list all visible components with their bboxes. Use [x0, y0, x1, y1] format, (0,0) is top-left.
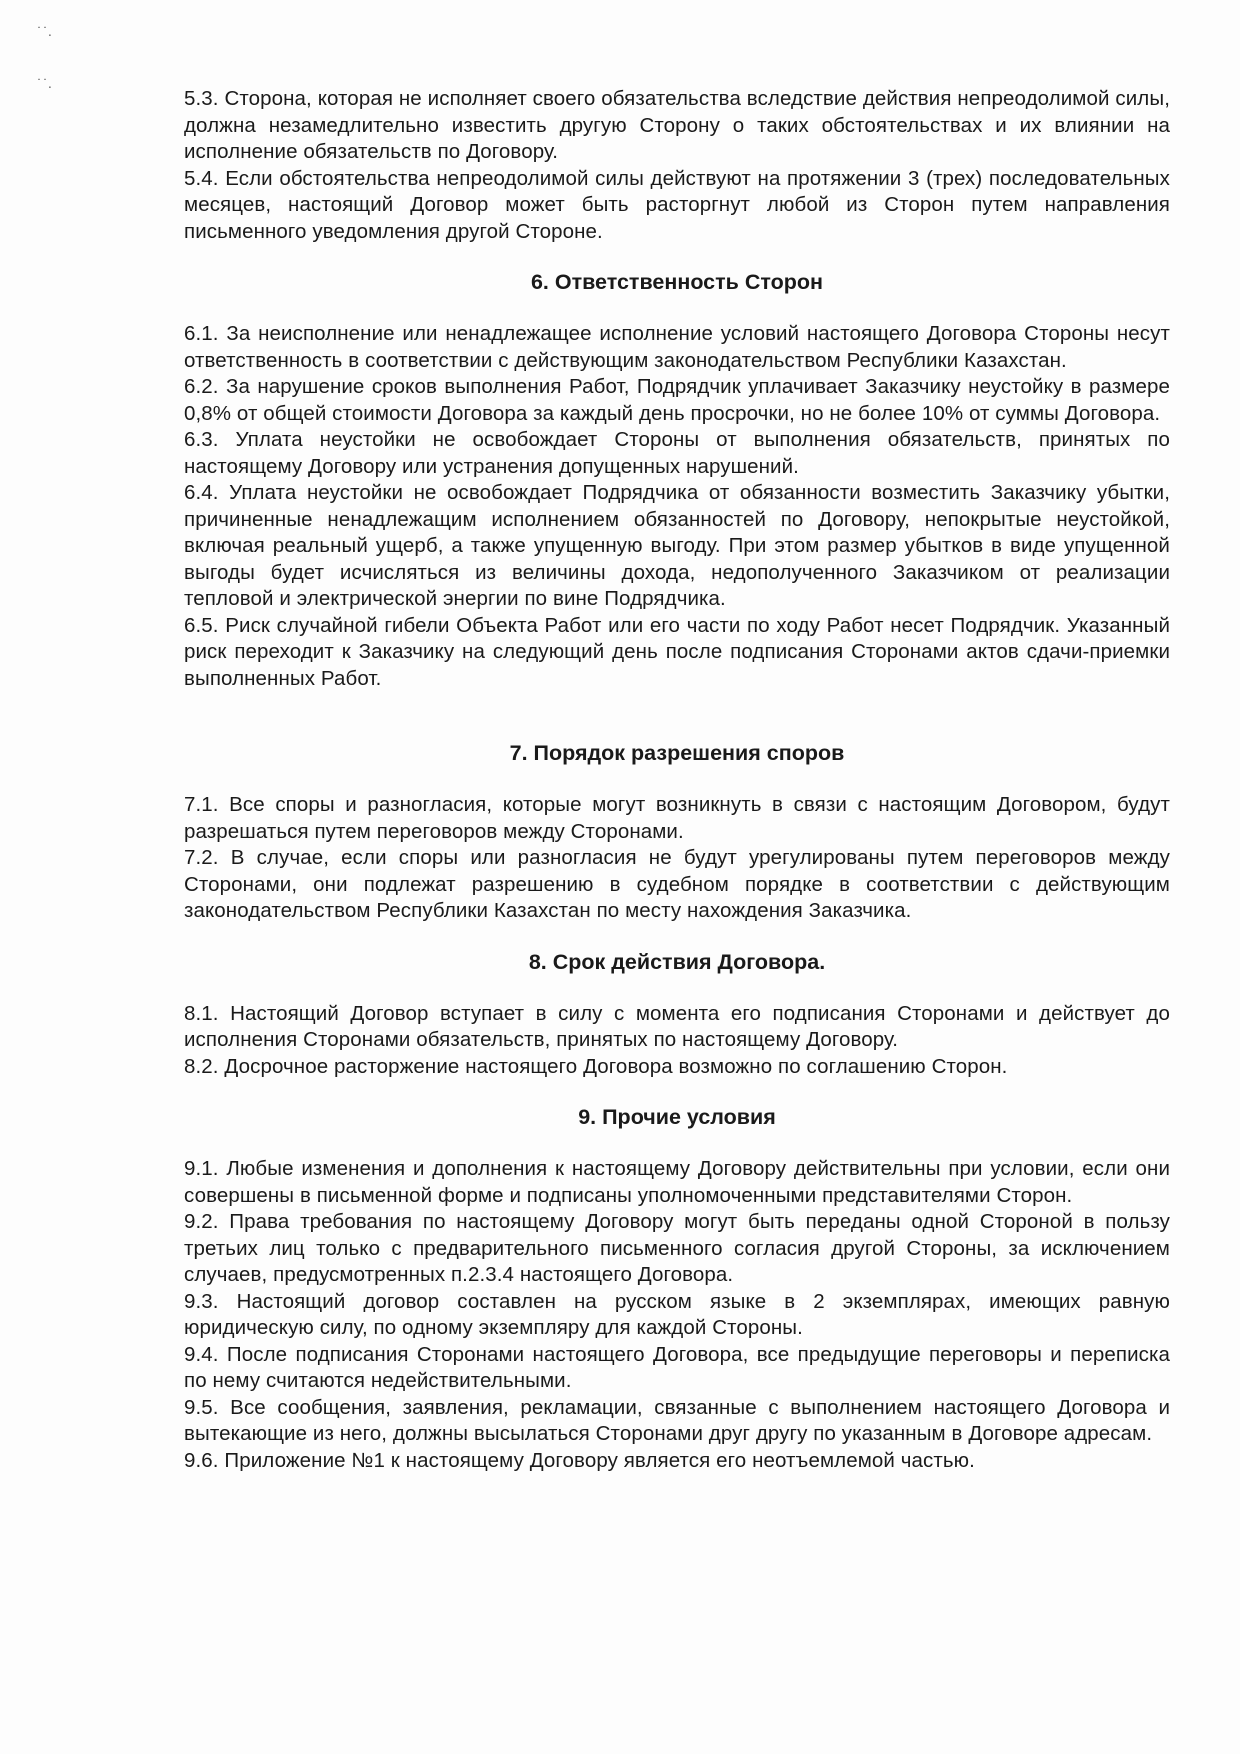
clause-9-3: 9.3. Настоящий договор составлен на русском языке в 2 экземплярах, имеющих равную юридическую силу, по одному экземпляру для каждой Стороны. — [184, 1289, 1170, 1339]
clause-6-2: 6.2. За нарушение сроков выполнения Работ, Подрядчик уплачивает Заказчику неустойку в размере 0,8% от общей стоимости Договора за каждый день просрочки, но не более 10% от суммы Договора. — [184, 375, 1170, 425]
scan-artifact: ˙˙. — [36, 25, 52, 39]
clause-8-1: 8.1. Настоящий Договор вступает в силу с момента его подписания Сторонами и действует до исполнения Сторонами обязательств, принятых по настоящему Договору. — [184, 1001, 1170, 1051]
clause-9-6: 9.6. Приложение №1 к настоящему Договору является его неотъемлемой частью. — [184, 1448, 975, 1472]
scan-artifact: ˙˙. — [36, 77, 52, 91]
clause-6-5: 6.5. Риск случайной гибели Объекта Работ или его части по ходу Работ несет Подрядчик. Указанный риск переходит к Заказчику на следующий день после подписания Сторонами актов сдачи-приемки выполненных Работ. — [184, 613, 1170, 690]
clause-5-4: 5.4. Если обстоятельства непреодолимой силы действуют на протяжении 3 (трех) последовательных месяцев, настоящий Договор может быть расторгнут любой из Сторон путем направления письменного уведомления другой Стороне. — [184, 166, 1170, 243]
clause-8-2: 8.2. Досрочное расторжение настоящего Договора возможно по соглашению Сторон. — [184, 1054, 1008, 1078]
clause-7-2: 7.2. В случае, если споры или разногласия не будут урегулированы путем переговоров между Сторонами, они подлежат разрешению в судебном порядке в соответствии с действующим законодательством Республики Казахстан по месту нахождения Заказчика. — [184, 846, 1170, 922]
clause-6-3: 6.3. Уплата неустойки не освобождает Стороны от выполнения обязательств, принятых по настоящему Договору или устранения допущенных нарушений. — [184, 428, 1170, 478]
clause-9-4: 9.4. После подписания Сторонами настоящего Договора, все предыдущие переговоры и переписка по нему считаются недействительными. — [184, 1342, 1170, 1392]
clause-9-2: 9.2. Права требования по настоящему Договору могут быть переданы одной Стороной в пользу третьих лиц только с предварительного письменного согласия другой Стороны, за исключением случаев, предусмотренных п.2.3.4 настоящего Договора. — [184, 1210, 1170, 1286]
clause-6-4: 6.4. Уплата неустойки не освобождает Подрядчика от обязанности возместить Заказчику убытки, причиненные ненадлежащим исполнением обязанностей по Договору, непокрытые неустойкой, включая реальный ущерб, а также упущенную выгоду. При этом размер убытков в виде упущенной выгоды будет исчисляться из величины дохода, недополученного Заказчиком от реализации тепловой и электрической энергии по вине Подрядчика. — [184, 481, 1170, 610]
clause-5-3: 5.3. Сторона, которая не исполняет своего обязательства вследствие действия непреодолимой силы, должна незамедлительно известить другую Сторону о таких обстоятельствах и их влиянии на исполнение обязательств по Договору. — [184, 87, 1170, 163]
section-7-title: 7. Порядок разрешения споров — [509, 741, 845, 765]
section-6-title: 6. Ответственность Сторон — [530, 270, 824, 294]
clause-9-1: 9.1. Любые изменения и дополнения к настоящему Договору действительны при условии, если они совершены в письменной форме и подписаны уполномоченными представителями Сторон. — [184, 1157, 1170, 1207]
section-9-title: 9. Прочие условия — [578, 1105, 776, 1129]
section-8-title: 8. Срок действия Договора. — [528, 949, 826, 974]
clause-7-1: 7.1. Все споры и разногласия, которые могут возникнуть в связи с настоящим Договором, будут разрешаться путем переговоров между Сторонами. — [184, 793, 1170, 843]
clause-9-5: 9.5. Все сообщения, заявления, рекламации, связанные с выполнением настоящего Договора и вытекающие из него, должны высылаться Сторонами друг другу по указанным в Договоре адресам. — [184, 1395, 1170, 1445]
document-body — [184, 86, 1170, 1474]
clause-6-1: 6.1. За неисполнение или ненадлежащее исполнение условий настоящего Договора Стороны несут ответственность в соответствии с действующим законодательством Республики Казахстан. — [184, 322, 1170, 372]
